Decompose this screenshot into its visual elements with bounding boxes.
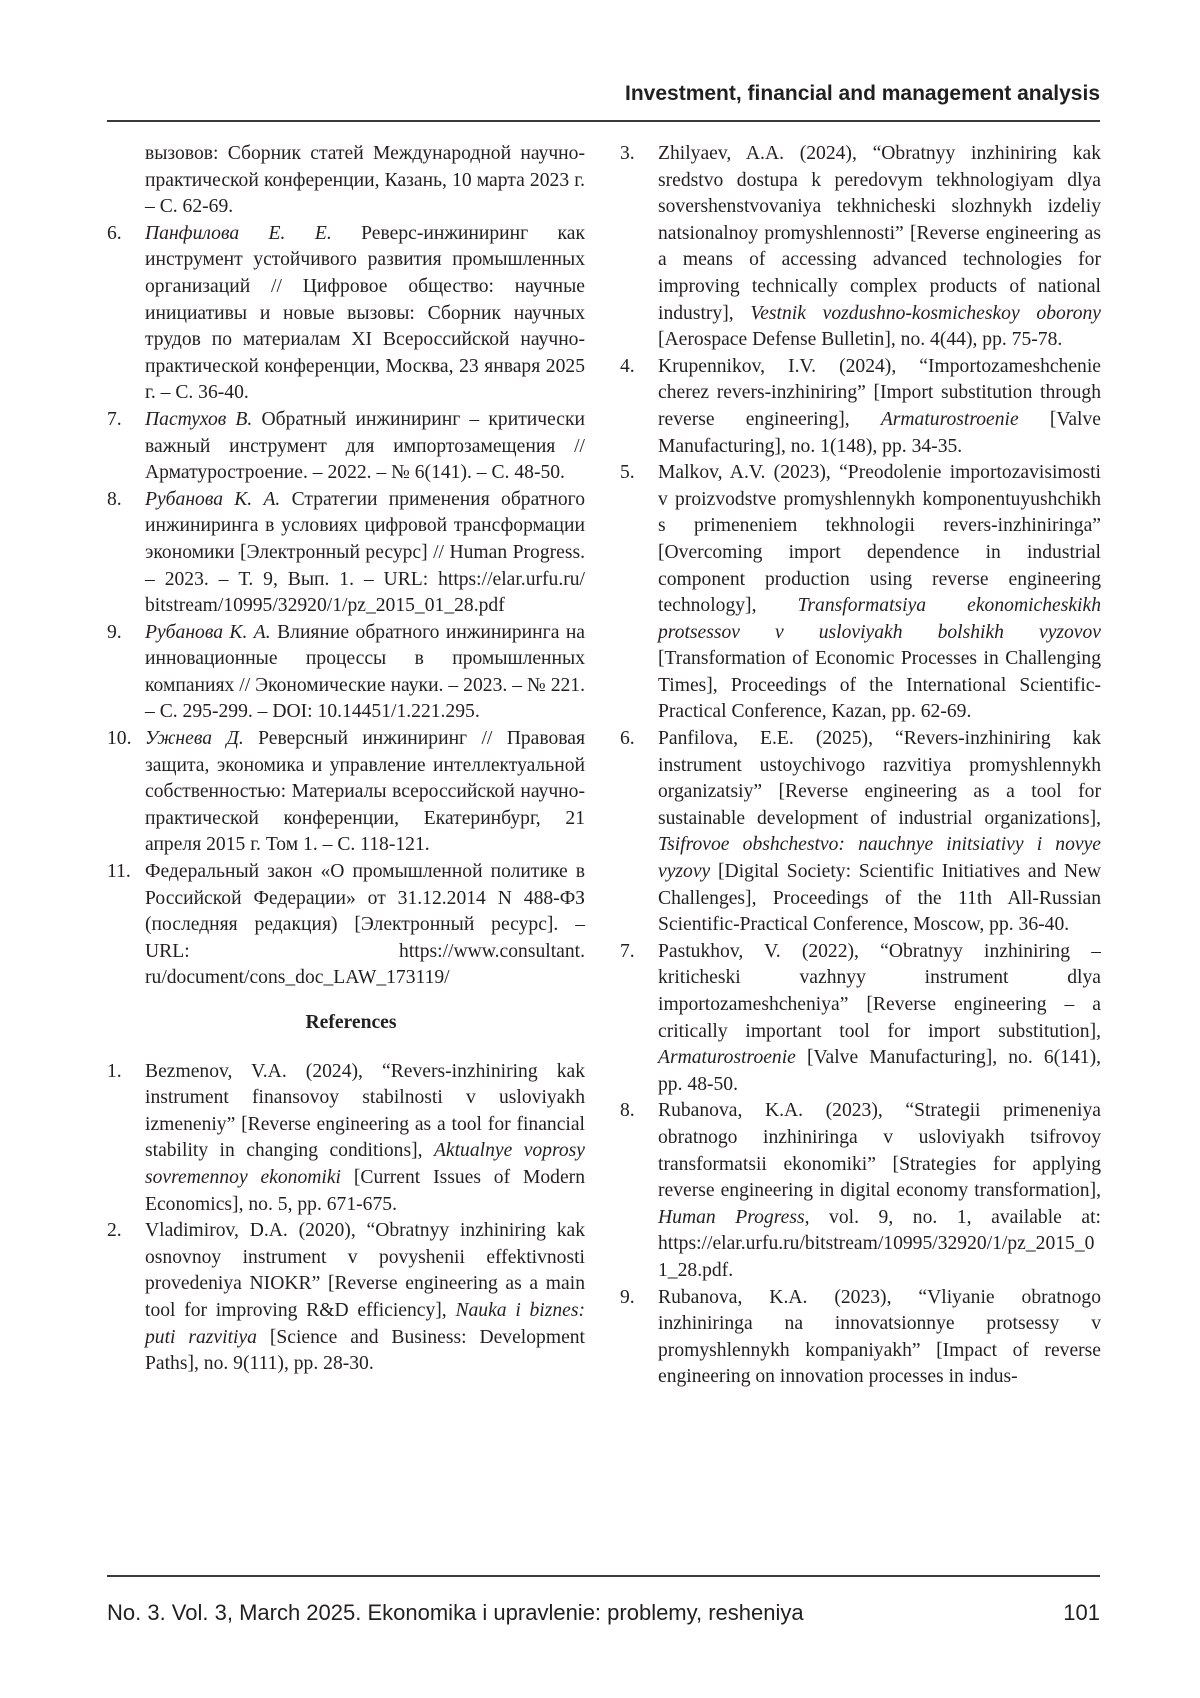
entry-text <box>145 487 585 620</box>
references-heading: References <box>107 1010 585 1037</box>
entry-text <box>658 460 1101 726</box>
entry-text <box>658 1098 1101 1284</box>
entry-segment: Влияние обратного инжиниринга на инновационные процессы в промышленных компаниях // Экономические науки. – 2023. – № 221. – С. 295-299. – DOI: 10.14451/1.221.295. <box>145 622 585 723</box>
entry-number: 11. <box>107 859 145 992</box>
references-list-continued <box>620 141 1101 1391</box>
entry-segment: Vladimirov, D.A. (2020), “Obratnyy inzhiniring kak osnovnoy instrument v povyshenii effektivnosti provedeniya NIOKR” [Reverse engineering as a main tool for improving R&D efficiency], <box>145 1220 585 1321</box>
entry-segment: [Current Issues of Modern Economics], no. 5, pp. 671-675. <box>145 1167 585 1215</box>
right-column <box>620 141 1101 1565</box>
reference-entry <box>107 407 585 487</box>
entry-segment: Федеральный закон «О промышленной политике в Российской Федерации» от 31.12.2014 N 488-ФЗ (последняя редакция) [Электронный ресурс]. – URL: https://www.consultant. ru/document/cons_doc_LAW_173119/ <box>145 861 585 988</box>
footer-rule <box>107 1575 1100 1577</box>
entry-segment: Bezmenov, V.A. (2024), “Revers-inzhiniring kak instrument finansovoy stabilnosti v usloviyakh izmeneniy” [Reverse engineering as a tool for financial stability in changing conditions], <box>145 1061 585 1162</box>
entry-segment: [Valve Manufacturing], no. 1(148), pp. 34-35. <box>658 409 1101 457</box>
reference-entry <box>107 1218 585 1378</box>
entry-segment: [Aerospace Defense Bulletin], no. 4(44), pp. 75-78. <box>658 329 1062 350</box>
entry-text <box>658 939 1101 1099</box>
entry-number: 2. <box>107 1218 145 1378</box>
footer-journal: No. 3. Vol. 3, March 2025. Ekonomika i upravlenie: problemy, resheniya <box>107 1600 804 1626</box>
entry-number: 6. <box>107 221 145 407</box>
entry-segment: Стратегии применения обратного инжиниринга в условиях цифровой трансформации экономики [Электронный ресурс] // Human Progress. – 2023. – Т. 9, Вып. 1. – URL: https://elar.urfu.ru/ bitstream/10995/32920/1/pz_2015_01_28.pdf <box>145 489 585 616</box>
running-header: Investment, financial and management analysis <box>625 82 1100 106</box>
reference-entry <box>107 1059 585 1219</box>
italic-title: Human Progress <box>658 1207 805 1228</box>
page-number: 101 <box>1063 1600 1100 1626</box>
entry-text <box>145 1059 585 1219</box>
entry-text <box>658 726 1101 939</box>
italic-title: Панфилова Е. Е. <box>145 223 332 244</box>
entry-segment: Krupennikov, I.V. (2024), “Importozameshchenie cherez revers-inzhiniring” [Import substitution through reverse engineering], <box>658 356 1101 430</box>
entry-segment: Rubanova, K.A. (2023), “Strategii primeneniya obratnogo inzhiniringa v usloviyakh tsifrovoy transformatsii ekonomiki” [Strategies for applying reverse engineering in digital economy transformation], <box>658 1100 1101 1201</box>
entry-segment: [Valve Manufacturing], no. 6(141), pp. 48-50. <box>658 1047 1101 1095</box>
reference-entry <box>107 487 585 620</box>
italic-title: Armaturostroenie <box>881 409 1019 430</box>
entry-segment: [Digital Society: Scientific Initiatives and New Challenges], Proceedings of the 11th All-Russian Scientific-Practical Conference, Moscow, pp. 36-40. <box>658 861 1101 935</box>
entry-segment: Обратный инжиниринг – критически важный инструмент для импортозамещения // Арматуростроение. – 2022. – № 6(141). – С. 48-50. <box>145 409 585 483</box>
entry-number: 8. <box>620 1098 658 1284</box>
entry-segment: Rubanova, K.A. (2023), “Vliyanie obratnogo inzhiniringa na innovatsionnye protsessy v promyshlennykh kompaniyakh” [Impact of reverse engineering on innovation processes in indus- <box>658 1287 1101 1388</box>
reference-entry <box>107 620 585 726</box>
entry-number: 8. <box>107 487 145 620</box>
entry-text <box>145 221 585 407</box>
entry-number: 4. <box>620 354 658 460</box>
italic-title: Nauka i biznes: puti razvitiya <box>145 1300 585 1348</box>
entry-number: 9. <box>620 1285 658 1391</box>
italic-title: Рубанова К. А. <box>145 489 280 510</box>
entry-segment: Pastukhov, V. (2022), “Obratnyy inzhiniring – kriticheski vazhnyy instrument dlya importozameshcheniya” [Reverse engineering – a critically important tool for import substitution], <box>658 941 1101 1042</box>
entry-segment: Malkov, A.V. (2023), “Preodolenie importozavisimosti v proizvodstve promyshlennykh komponentuyushchikh s primeneniem tekhnologii revers-inzhiniringa” [Overcoming import dependence in industrial component production using reverse engineering technology], <box>658 462 1101 616</box>
italic-title: Пастухов В. <box>145 409 252 430</box>
italic-title: Aktualnye voprosy sovremennoy ekonomiki <box>145 1140 585 1188</box>
entry-number: 6. <box>620 726 658 939</box>
entry-text <box>145 1218 585 1378</box>
russian-bibliography <box>107 221 585 992</box>
reference-entry <box>107 221 585 407</box>
reference-entry <box>620 141 1101 354</box>
reference-entry <box>620 460 1101 726</box>
entry-number: 1. <box>107 1059 145 1219</box>
entry-segment: Реверсный инжиниринг // Правовая защита, экономика и управление интеллектуальной собственностью: Материалы всероссийской научно-практической конференции, Екатеринбург, 21 апреля 2015 г. Том 1. – С. 118-121. <box>145 728 585 855</box>
italic-title: Tsifrovoe obshchestvo: nauchnye initsiativy i novye vyzovy <box>658 834 1101 882</box>
italic-title: Vestnik vozdushno-kosmicheskoy oborony <box>750 303 1101 324</box>
italic-title: Ужнева Д. <box>145 728 244 749</box>
reference-entry <box>620 1285 1101 1391</box>
header-rule <box>107 120 1100 122</box>
entry-number: 9. <box>107 620 145 726</box>
entry-text <box>658 1285 1101 1391</box>
entry-segment: Реверс-инжиниринг как инструмент устойчивого развития промышленных организаций // Цифровое общество: научные инициативы и новые вызовы: Сборник научных трудов по материалам XI Всероссийской научно-практической конференции, Москва, 23 января 2025 г. – С. 36-40. <box>145 223 585 404</box>
continued-entry: вызовов: Сборник статей Международной научно-практической конференции, Казань, 10 марта 2023 г. – С. 62-69. <box>107 141 585 221</box>
entry-number: 7. <box>620 939 658 1099</box>
reference-entry <box>620 939 1101 1099</box>
entry-text <box>145 859 585 992</box>
italic-title: Рубанова К. А. <box>145 622 271 643</box>
entry-text <box>658 354 1101 460</box>
italic-title: Armaturostroenie <box>658 1047 796 1068</box>
reference-entry <box>620 726 1101 939</box>
entry-number: 10. <box>107 726 145 859</box>
reference-entry <box>107 726 585 859</box>
reference-entry <box>620 354 1101 460</box>
entry-number: 7. <box>107 407 145 487</box>
entry-segment: [Transformation of Economic Processes in Challenging Times], Proceedings of the International Scientific-Practical Conference, Kazan, pp. 62-69. <box>658 648 1101 722</box>
entry-number: 5. <box>620 460 658 726</box>
reference-entry <box>620 1098 1101 1284</box>
entry-text <box>658 141 1101 354</box>
entry-segment: Panfilova, E.E. (2025), “Revers-inzhiniring kak instrument ustoychivogo razvitiya promyshlennykh organizatsiy” [Reverse engineering as a tool for sustainable development of industrial organizations], <box>658 728 1101 829</box>
entry-segment: [Science and Business: Development Paths], no. 9(111), pp. 28-30. <box>145 1327 585 1375</box>
reference-entry <box>107 859 585 992</box>
entry-segment: Zhilyaev, A.A. (2024), “Obratnyy inzhiniring kak sredstvo dostupa k peredovym tekhnologiyam dlya sovershenstvovaniya tekhnicheski slozhnykh izdeliy natsionalnoy promyshlennosti” [Reverse engineering as a means of accessing advanced technologies for improving technically complex products of national industry], <box>658 143 1101 324</box>
italic-title: Transformatsiya ekonomicheskikh protsessov v usloviyakh bolshikh vyzovov <box>658 595 1101 643</box>
entry-text <box>145 620 585 726</box>
left-column <box>107 141 585 1561</box>
entry-number: 3. <box>620 141 658 354</box>
references-list <box>107 1059 585 1378</box>
entry-text <box>145 407 585 487</box>
footer <box>107 1600 1100 1626</box>
entry-segment: , vol. 9, no. 1, available at: https://elar.urfu.ru/bitstream/10995/32920/1/pz_2015_01_28.pdf. <box>658 1207 1101 1281</box>
entry-text <box>145 726 585 859</box>
